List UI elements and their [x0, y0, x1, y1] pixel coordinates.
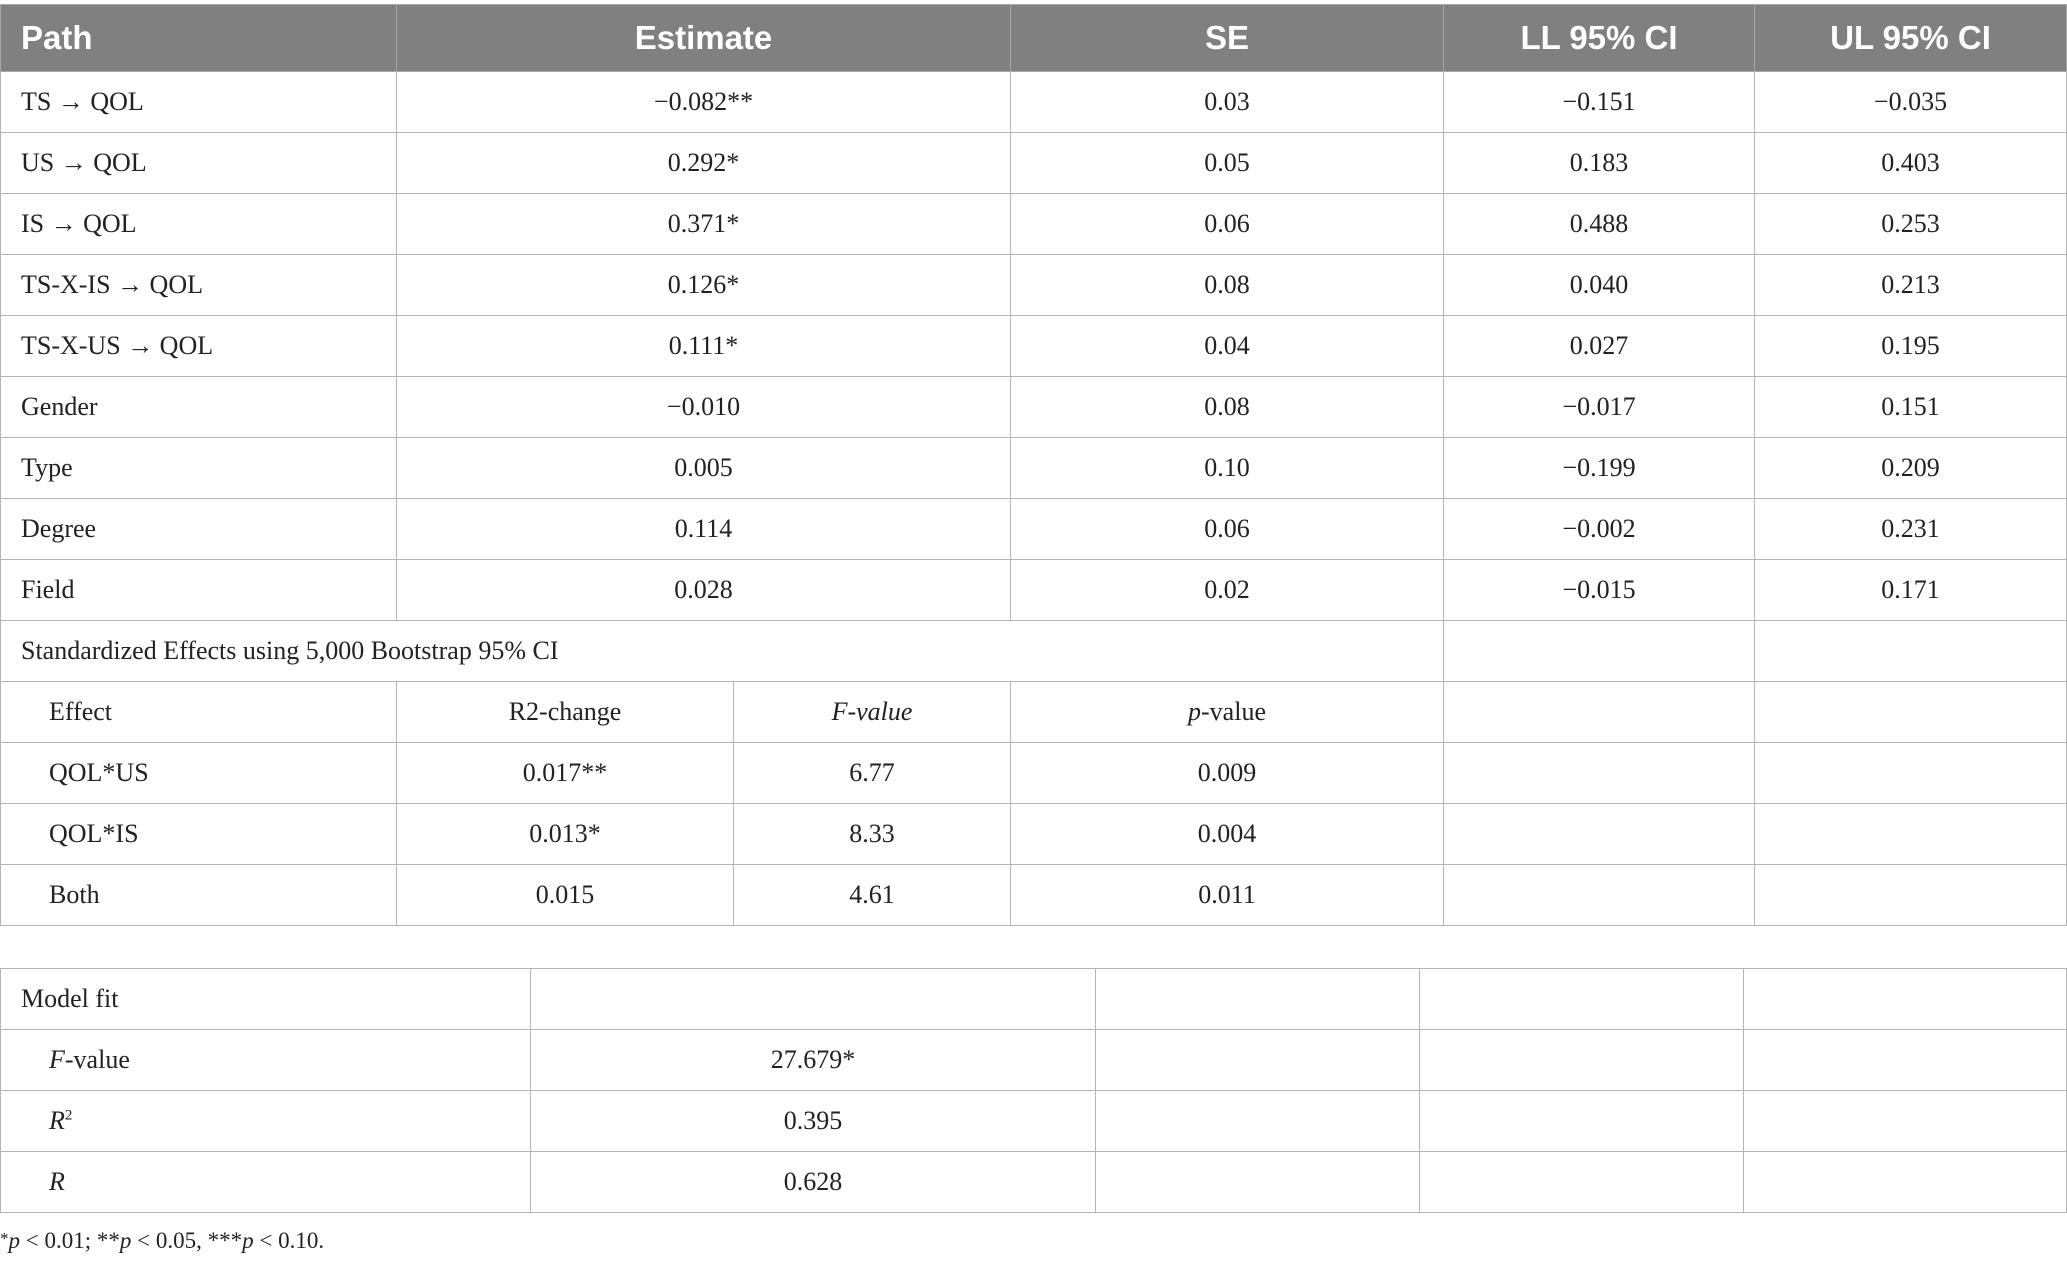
empty-cell	[1420, 1152, 1744, 1213]
regression-table	[0, 4, 2067, 926]
empty-cell	[1444, 804, 1755, 865]
footnote-text: < 0.01; **	[20, 1228, 120, 1253]
empty-cell	[1096, 969, 1420, 1030]
f-value-cell: 8.33	[734, 804, 1011, 865]
footnote-text: < 0.05, ***	[131, 1228, 243, 1253]
estimate-cell: −0.010	[397, 377, 1011, 438]
r2-change-cell: 0.013*	[397, 804, 734, 865]
path-cell: US → QOL	[1, 133, 397, 194]
empty-cell	[1444, 865, 1755, 926]
estimate-cell: 0.005	[397, 438, 1011, 499]
table-row	[1, 804, 2067, 865]
r-letter: R	[49, 1106, 65, 1135]
model-fit-title: Model fit	[1, 969, 531, 1030]
f-letter: F	[831, 697, 848, 726]
model-fit-title-row	[1, 969, 2067, 1030]
empty-cell	[1444, 743, 1755, 804]
r-label: R	[1, 1152, 531, 1213]
path-cell: TS-X-US → QOL	[1, 316, 397, 377]
r-squared-label	[1, 1091, 531, 1152]
p-letter: p	[242, 1228, 254, 1253]
section-row	[1, 621, 2067, 682]
ul-cell: 0.209	[1755, 438, 2067, 499]
ul-cell: 0.213	[1755, 255, 2067, 316]
p-value-header: p-value	[1011, 682, 1444, 743]
path-cell: IS → QOL	[1, 194, 397, 255]
se-cell: 0.10	[1011, 438, 1444, 499]
effects-header-row	[1, 682, 2067, 743]
p-value-cell: 0.009	[1011, 743, 1444, 804]
empty-cell	[1096, 1152, 1420, 1213]
f-value-cell: 6.77	[734, 743, 1011, 804]
empty-cell	[1096, 1091, 1420, 1152]
table-row	[1, 1152, 2067, 1213]
table-header-row	[1, 5, 2067, 72]
path-cell: Degree	[1, 499, 397, 560]
empty-cell	[1755, 743, 2067, 804]
p-letter: p	[1188, 697, 1202, 726]
table-row	[1, 438, 2067, 499]
column-header: Path	[1, 5, 397, 72]
empty-cell	[531, 969, 1096, 1030]
column-header: SE	[1011, 5, 1444, 72]
effect-cell: QOL*IS	[1, 804, 397, 865]
footnote-text: < 0.10.	[253, 1228, 325, 1253]
table-row	[1, 133, 2067, 194]
empty-cell	[1755, 865, 2067, 926]
empty-cell	[1420, 1030, 1744, 1091]
empty-cell	[1420, 969, 1744, 1030]
path-cell: TS → QOL	[1, 72, 397, 133]
estimate-cell: 0.371*	[397, 194, 1011, 255]
path-cell: Type	[1, 438, 397, 499]
empty-cell	[1755, 621, 2067, 682]
se-cell: 0.06	[1011, 499, 1444, 560]
path-cell: Field	[1, 560, 397, 621]
empty-cell	[1744, 1030, 2067, 1091]
column-header: LL 95% CI	[1444, 5, 1755, 72]
estimate-cell: 0.126*	[397, 255, 1011, 316]
column-header: Estimate	[397, 5, 1011, 72]
table-row	[1, 560, 2067, 621]
empty-cell	[1744, 1091, 2067, 1152]
p-letter: p	[119, 1228, 132, 1253]
table-row	[1, 255, 2067, 316]
column-header: UL 95% CI	[1755, 5, 2067, 72]
se-cell: 0.04	[1011, 316, 1444, 377]
path-cell: Gender	[1, 377, 397, 438]
table-row	[1, 194, 2067, 255]
table-row	[1, 377, 2067, 438]
ll-cell: −0.151	[1444, 72, 1755, 133]
r2-change-header: R2-change	[397, 682, 734, 743]
estimate-cell: 0.028	[397, 560, 1011, 621]
r2-change-cell: 0.015	[397, 865, 734, 926]
table-row	[1, 316, 2067, 377]
p-value-cell: 0.004	[1011, 804, 1444, 865]
r-squared-cell: 0.395	[531, 1091, 1096, 1152]
table-row	[1, 1030, 2067, 1091]
standardized-effects-title: Standardized Effects using 5,000 Bootstrap 95% CI	[1, 621, 1444, 682]
r2-change-cell: 0.017**	[397, 743, 734, 804]
ul-cell: 0.231	[1755, 499, 2067, 560]
f-letter: F	[49, 1045, 65, 1074]
p-value-cell: 0.011	[1011, 865, 1444, 926]
table-row	[1, 1091, 2067, 1152]
f-value-cell: 27.679*	[531, 1030, 1096, 1091]
footnote-star: *	[0, 1229, 9, 1248]
effect-cell: Both	[1, 865, 397, 926]
se-cell: 0.02	[1011, 560, 1444, 621]
estimate-cell: 0.114	[397, 499, 1011, 560]
table-row	[1, 499, 2067, 560]
r-cell: 0.628	[531, 1152, 1096, 1213]
estimate-cell: 0.111*	[397, 316, 1011, 377]
f-value-header: F-value	[734, 682, 1011, 743]
se-cell: 0.08	[1011, 377, 1444, 438]
empty-cell	[1744, 969, 2067, 1030]
empty-cell	[1444, 682, 1755, 743]
p-letter: p	[8, 1228, 20, 1253]
ul-cell: 0.403	[1755, 133, 2067, 194]
significance-footnote	[0, 1228, 324, 1254]
f-value-cell: 4.61	[734, 865, 1011, 926]
ul-cell: 0.253	[1755, 194, 2067, 255]
model-fit-table	[0, 968, 2067, 1213]
empty-cell	[1096, 1030, 1420, 1091]
se-cell: 0.03	[1011, 72, 1444, 133]
estimate-cell: 0.292*	[397, 133, 1011, 194]
ll-cell: 0.027	[1444, 316, 1755, 377]
ul-cell: 0.151	[1755, 377, 2067, 438]
effect-header: Effect	[1, 682, 397, 743]
ll-cell: −0.015	[1444, 560, 1755, 621]
superscript-2: 2	[64, 1107, 73, 1124]
ll-cell: −0.017	[1444, 377, 1755, 438]
table-row	[1, 865, 2067, 926]
f-value-label: F-value	[1, 1030, 531, 1091]
empty-cell	[1420, 1091, 1744, 1152]
ll-cell: 0.488	[1444, 194, 1755, 255]
ll-cell: −0.199	[1444, 438, 1755, 499]
ul-cell: −0.035	[1755, 72, 2067, 133]
ll-cell: −0.002	[1444, 499, 1755, 560]
estimate-cell: −0.082**	[397, 72, 1011, 133]
empty-cell	[1444, 621, 1755, 682]
empty-cell	[1755, 804, 2067, 865]
table-row	[1, 72, 2067, 133]
empty-cell	[1755, 682, 2067, 743]
empty-cell	[1744, 1152, 2067, 1213]
ul-cell: 0.171	[1755, 560, 2067, 621]
se-cell: 0.08	[1011, 255, 1444, 316]
ll-cell: 0.040	[1444, 255, 1755, 316]
se-cell: 0.06	[1011, 194, 1444, 255]
effect-cell: QOL*US	[1, 743, 397, 804]
ll-cell: 0.183	[1444, 133, 1755, 194]
path-cell: TS-X-IS → QOL	[1, 255, 397, 316]
se-cell: 0.05	[1011, 133, 1444, 194]
ul-cell: 0.195	[1755, 316, 2067, 377]
table-row	[1, 743, 2067, 804]
